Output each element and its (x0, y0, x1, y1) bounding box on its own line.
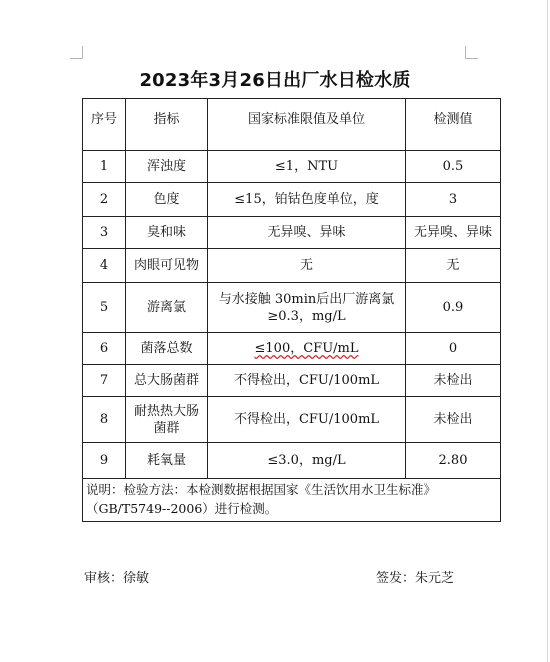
reviewer-signature: 审核：徐敏 (84, 571, 150, 586)
row-serial: 6 (83, 333, 126, 365)
row-value: 无异嗅、异味 (406, 217, 501, 249)
row-indicator: 臭和味 (126, 217, 208, 249)
header-limit: 国家标准限值及单位 (208, 99, 406, 151)
row-serial: 8 (83, 397, 126, 443)
row-serial: 4 (83, 249, 126, 283)
water-quality-table (82, 98, 501, 522)
table-row (83, 183, 501, 217)
header-indicator: 指标 (126, 99, 208, 151)
row-limit: ≤1，NTU (208, 151, 406, 183)
table-row (83, 333, 501, 365)
row-limit (208, 333, 406, 365)
row-limit: ≤3.0，mg/L (208, 443, 406, 479)
row-serial: 5 (83, 283, 126, 333)
row-serial: 1 (83, 151, 126, 183)
table-row (83, 443, 501, 479)
row-limit: 不得检出，CFU/100mL (208, 365, 406, 397)
row-value: 未检出 (406, 365, 501, 397)
row-indicator: 游离氯 (126, 283, 208, 333)
row-value: 未检出 (406, 397, 501, 443)
row-serial: 3 (83, 217, 126, 249)
row-limit: 无异嗅、异味 (208, 217, 406, 249)
row-indicator: 菌落总数 (126, 333, 208, 365)
row-serial: 2 (83, 183, 126, 217)
test-method-note: 说明：检验方法：本检测数据根据国家《生活饮用水卫生标准》（GB/T5749--2006）进行检测。 (83, 479, 501, 522)
header-serial: 序号 (83, 99, 126, 151)
table-row (83, 283, 501, 333)
row-value: 2.80 (406, 443, 501, 479)
table-row (83, 217, 501, 249)
header-value: 检测值 (406, 99, 501, 151)
row-serial: 9 (83, 443, 126, 479)
row-indicator: 肉眼可见物 (126, 249, 208, 283)
row-limit: ≤15，铂钴色度单位，度 (208, 183, 406, 217)
row-value: 3 (406, 183, 501, 217)
row-limit: 与水接触 30min后出厂游离氯≥0.3，mg/L (208, 283, 406, 333)
row-value: 无 (406, 249, 501, 283)
margin-corner-mark-right (465, 46, 478, 59)
table-header-row (83, 99, 501, 151)
page-edge (547, 0, 548, 662)
row-serial: 7 (83, 365, 126, 397)
spellcheck-underlined-text: ≤100，CFU/mL (254, 341, 359, 356)
row-value: 0.9 (406, 283, 501, 333)
row-value: 0 (406, 333, 501, 365)
row-limit: 无 (208, 249, 406, 283)
row-value: 0.5 (406, 151, 501, 183)
table-row (83, 397, 501, 443)
document-title: 2023年3月26日出厂水日检水质 (139, 70, 411, 91)
issuer-signature: 签发：朱元芝 (376, 571, 455, 586)
table-note-row (83, 479, 501, 522)
row-indicator: 耐热热大肠菌群 (126, 397, 208, 443)
table-row (83, 365, 501, 397)
row-indicator: 色度 (126, 183, 208, 217)
table-row (83, 249, 501, 283)
row-indicator: 浑浊度 (126, 151, 208, 183)
row-indicator: 耗氧量 (126, 443, 208, 479)
margin-corner-mark-left (70, 46, 83, 59)
row-indicator: 总大肠菌群 (126, 365, 208, 397)
row-limit: 不得检出，CFU/100mL (208, 397, 406, 443)
table-row (83, 151, 501, 183)
